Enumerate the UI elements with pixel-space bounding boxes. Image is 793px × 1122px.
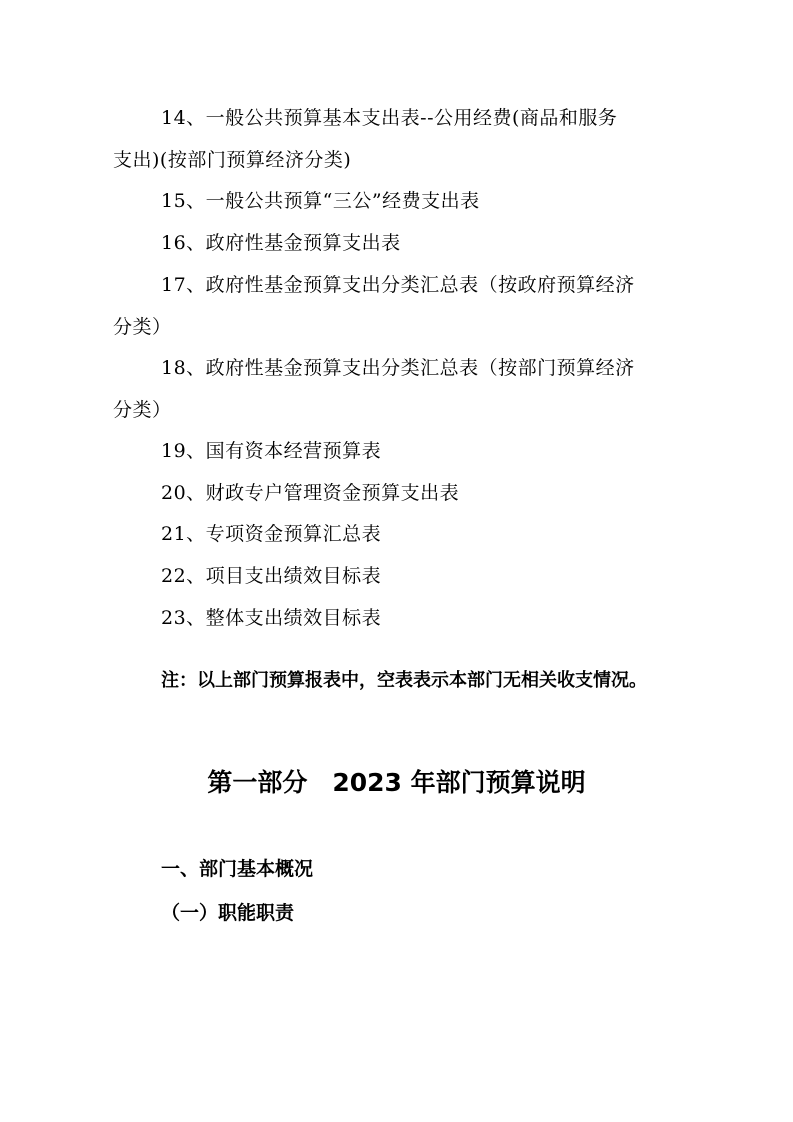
subsection-heading-functions: （一）职能职责 <box>161 902 295 924</box>
list-item-17-line-2: 分类） <box>113 316 172 338</box>
report-note: 注：以上部门预算报表中，空表表示本部门无相关收支情况。 <box>161 670 647 691</box>
list-item-17-line-1: 17、政府性基金预算支出分类汇总表（按政府预算经济 <box>161 274 635 296</box>
list-item-23: 23、整体支出绩效目标表 <box>161 607 382 629</box>
list-item-19: 19、国有资本经营预算表 <box>161 440 382 462</box>
list-item-18-line-2: 分类） <box>113 399 172 421</box>
list-item-16: 16、政府性基金预算支出表 <box>161 232 401 254</box>
list-item-18-line-1: 18、政府性基金预算支出分类汇总表（按部门预算经济 <box>161 357 635 379</box>
list-item-21: 21、专项资金预算汇总表 <box>161 523 382 545</box>
section-heading-basic-overview: 一、部门基本概况 <box>161 858 314 880</box>
list-item-15: 15、一般公共预算“三公”经费支出表 <box>161 190 480 212</box>
list-item-22: 22、项目支出绩效目标表 <box>161 565 382 587</box>
part-title: 第一部分 2023 年部门预算说明 <box>207 768 586 797</box>
list-item-20: 20、财政专户管理资金预算支出表 <box>161 482 460 504</box>
list-item-14-line-2: 支出)(按部门预算经济分类) <box>113 149 352 171</box>
list-item-14-line-1: 14、一般公共预算基本支出表--公用经费(商品和服务 <box>161 107 618 129</box>
